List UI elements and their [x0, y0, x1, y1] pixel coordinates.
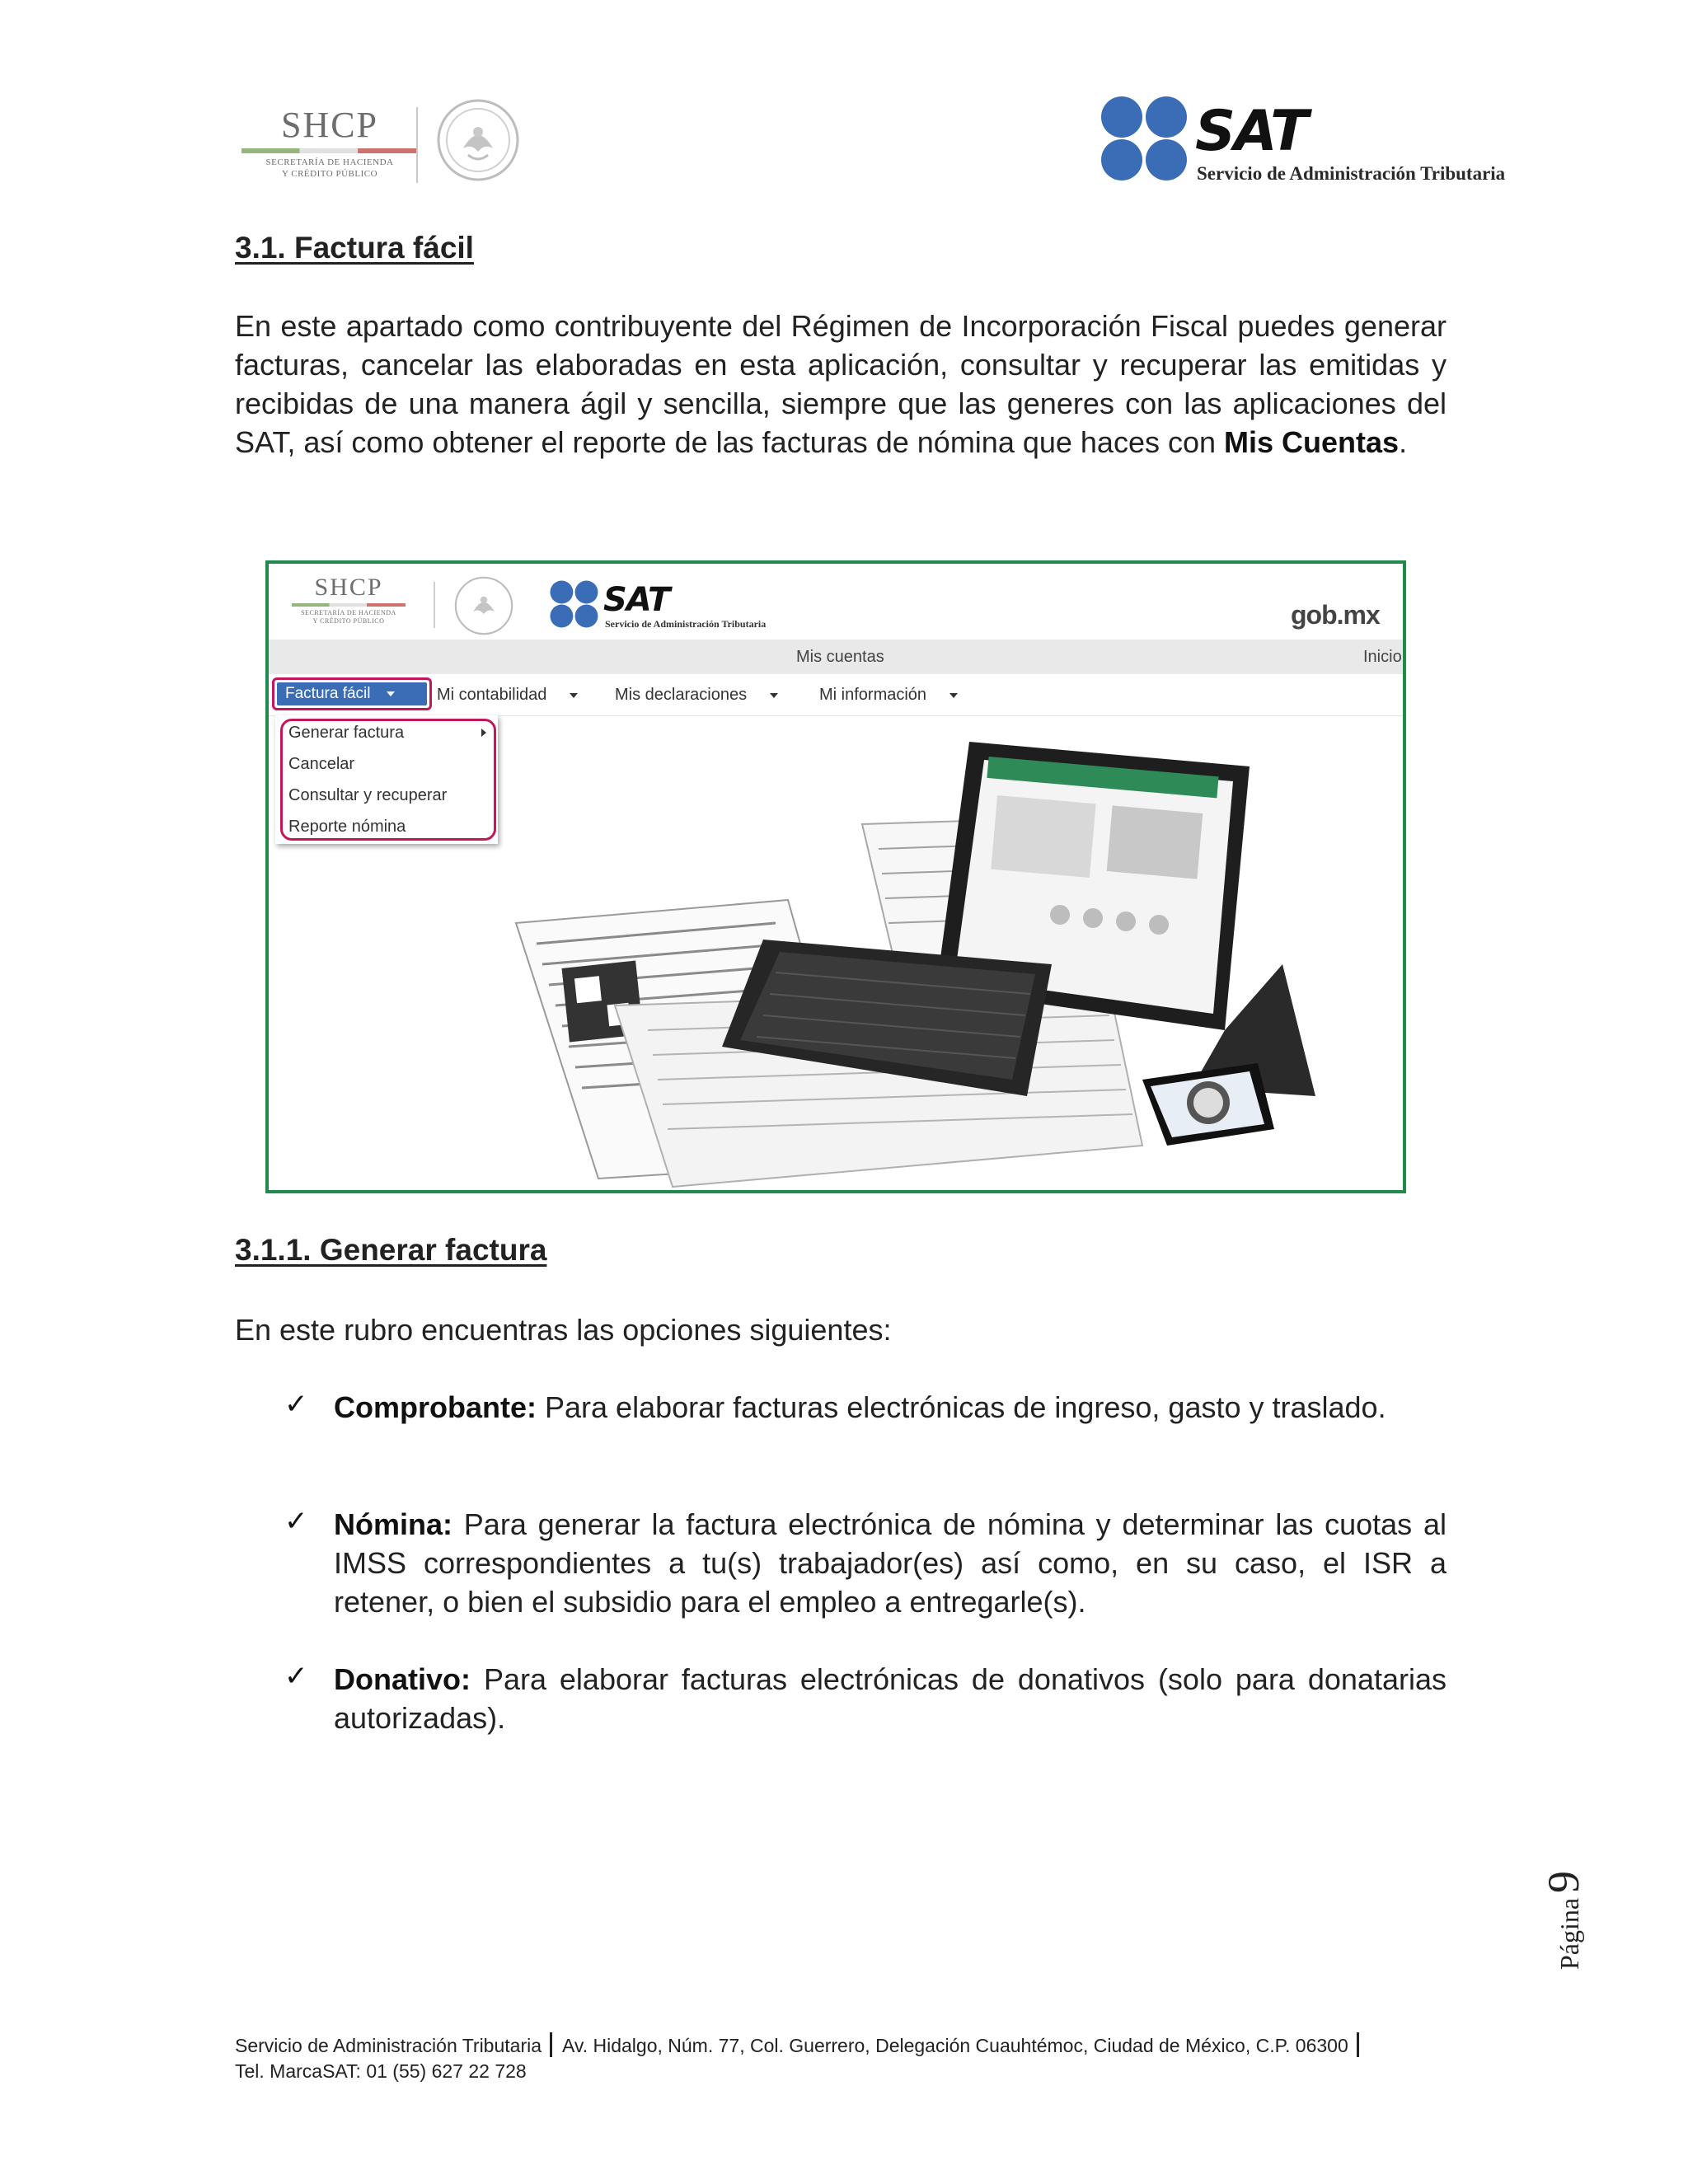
footer-separator: [1357, 2032, 1359, 2057]
menu-mi-contabilidad[interactable]: [437, 686, 578, 705]
chevron-down-icon: [770, 693, 778, 698]
section-title-generar-factura: 3.1.1. Generar factura: [235, 1233, 547, 1267]
footer-address: Av. Hidalgo, Núm. 77, Col. Guerrero, Delegación Cuauhtémoc, Ciudad de México, C.P. 06300: [562, 2035, 1348, 2056]
footer-phone: Tel. MarcaSAT: 01 (55) 627 22 728: [235, 2060, 527, 2082]
screenshot-sat-name: SAT: [603, 581, 670, 619]
mis-cuentas-screenshot: [265, 560, 1406, 1193]
screenshot-sat-subtitle: Servicio de Administración Tributaria: [605, 618, 767, 630]
screenshot-sat-dots-icon: [549, 580, 600, 628]
screenshot-shcp-sub-2: Y CRÉDITO PÚBLICO: [312, 617, 385, 625]
screenshot-seal-icon: [453, 575, 514, 636]
dropdown-generar-factura[interactable]: Generar factura: [288, 724, 405, 742]
screenshot-shcp-rule: [292, 603, 406, 607]
check-icon: ✓: [284, 1661, 308, 1692]
chevron-down-icon: [950, 693, 958, 698]
menu-mi-informacion[interactable]: [819, 686, 958, 705]
footer-separator: [550, 2032, 552, 2057]
gob-mx-logo[interactable]: gob.mx: [1291, 600, 1380, 630]
section-title-factura-facil: 3.1. Factura fácil: [235, 231, 474, 265]
chevron-down-icon: [570, 693, 578, 698]
section-intro-paragraph: [235, 307, 1447, 462]
dropdown-reporte-nomina[interactable]: Reporte nómina: [288, 818, 406, 836]
national-seal-icon: [435, 97, 521, 183]
shcp-logo: [235, 107, 424, 180]
page-number: [1535, 1854, 1592, 1986]
intro-text: En este apartado como contribuyente del Régimen de Incorporación Fiscal puedes generar facturas, cancelar las elaboradas en esta aplicación, consultar y recuperar las emitidas y recibidas de una manera ágil y sencilla, siempre que las generes con las aplicaciones del SAT, así como obtener el reporte de las facturas de nómina que haces con: [235, 309, 1447, 459]
footer-line-1: [235, 2032, 1369, 2057]
term-comprobante: Comprobante:: [334, 1390, 537, 1424]
menu-mi-informacion-label: Mi información: [819, 686, 927, 704]
section-2-intro: En este rubro encuentras las opciones siguientes:: [235, 1313, 892, 1347]
sat-logo-name: SAT: [1195, 99, 1307, 164]
shcp-logo-subtitle-2: Y CRÉDITO PÚBLICO: [281, 169, 378, 179]
sat-logo-dots-icon: [1100, 96, 1190, 181]
shcp-logo-rule: [241, 148, 418, 153]
screenshot-shcp-logo-name: SHCP: [314, 574, 383, 601]
text-comprobante: Para elaborar facturas electrónicas de ingreso, gasto y traslado.: [545, 1390, 1386, 1424]
text-donativo: Para elaborar facturas electrónicas de donativos (solo para donatarias autorizadas).: [334, 1662, 1447, 1735]
intro-period: .: [1399, 425, 1408, 459]
screenshot-logo-divider: [434, 582, 435, 628]
term-donativo: Donativo:: [334, 1662, 471, 1696]
term-nomina: Nómina:: [334, 1507, 452, 1541]
shcp-logo-name: SHCP: [280, 105, 379, 145]
dropdown-cancelar[interactable]: Cancelar: [288, 755, 355, 773]
sat-logo-subtitle: Servicio de Administración Tributaria: [1197, 163, 1506, 184]
inicio-link[interactable]: Inicio: [1363, 648, 1402, 666]
menu-factura-facil[interactable]: [272, 677, 432, 710]
list-item-comprobante: [334, 1388, 1447, 1427]
page-number-value: 9: [1539, 1870, 1588, 1893]
mis-cuentas-title: Mis cuentas: [796, 648, 884, 666]
check-icon: ✓: [284, 1389, 308, 1420]
devices-illustration: [401, 717, 1398, 1193]
logo-divider: [416, 107, 418, 183]
shcp-logo-subtitle-1: SECRETARÍA DE HACIENDA: [265, 157, 394, 167]
menu-mi-contabilidad-label: Mi contabilidad: [437, 686, 547, 704]
check-icon: ✓: [284, 1506, 308, 1537]
screenshot-shcp-logo: [287, 575, 410, 626]
dropdown-consultar-recuperar[interactable]: Consultar y recuperar: [288, 786, 448, 804]
list-item-donativo: [334, 1660, 1447, 1737]
chevron-down-icon: [387, 691, 395, 696]
menu-mis-declaraciones-label: Mis declaraciones: [615, 686, 748, 704]
list-item-nomina: [334, 1505, 1447, 1621]
footer-org: Servicio de Administración Tributaria: [235, 2035, 542, 2056]
intro-bold-mis-cuentas: Mis Cuentas: [1224, 425, 1400, 459]
menu-factura-facil-label: Factura fácil: [285, 685, 371, 702]
chevron-right-icon: [481, 729, 486, 737]
menu-mis-declaraciones[interactable]: [615, 686, 778, 705]
text-nomina: Para generar la factura electrónica de nómina y determinar las cuotas al IMSS correspondientes a tu(s) trabajador(es) así como, en su caso, el ISR a retener, o bien el subsidio para el empleo a entregarle(s).: [334, 1507, 1447, 1619]
page-label: Página: [1554, 1897, 1584, 1971]
screenshot-shcp-sub-1: SECRETARÍA DE HACIENDA: [301, 609, 396, 616]
